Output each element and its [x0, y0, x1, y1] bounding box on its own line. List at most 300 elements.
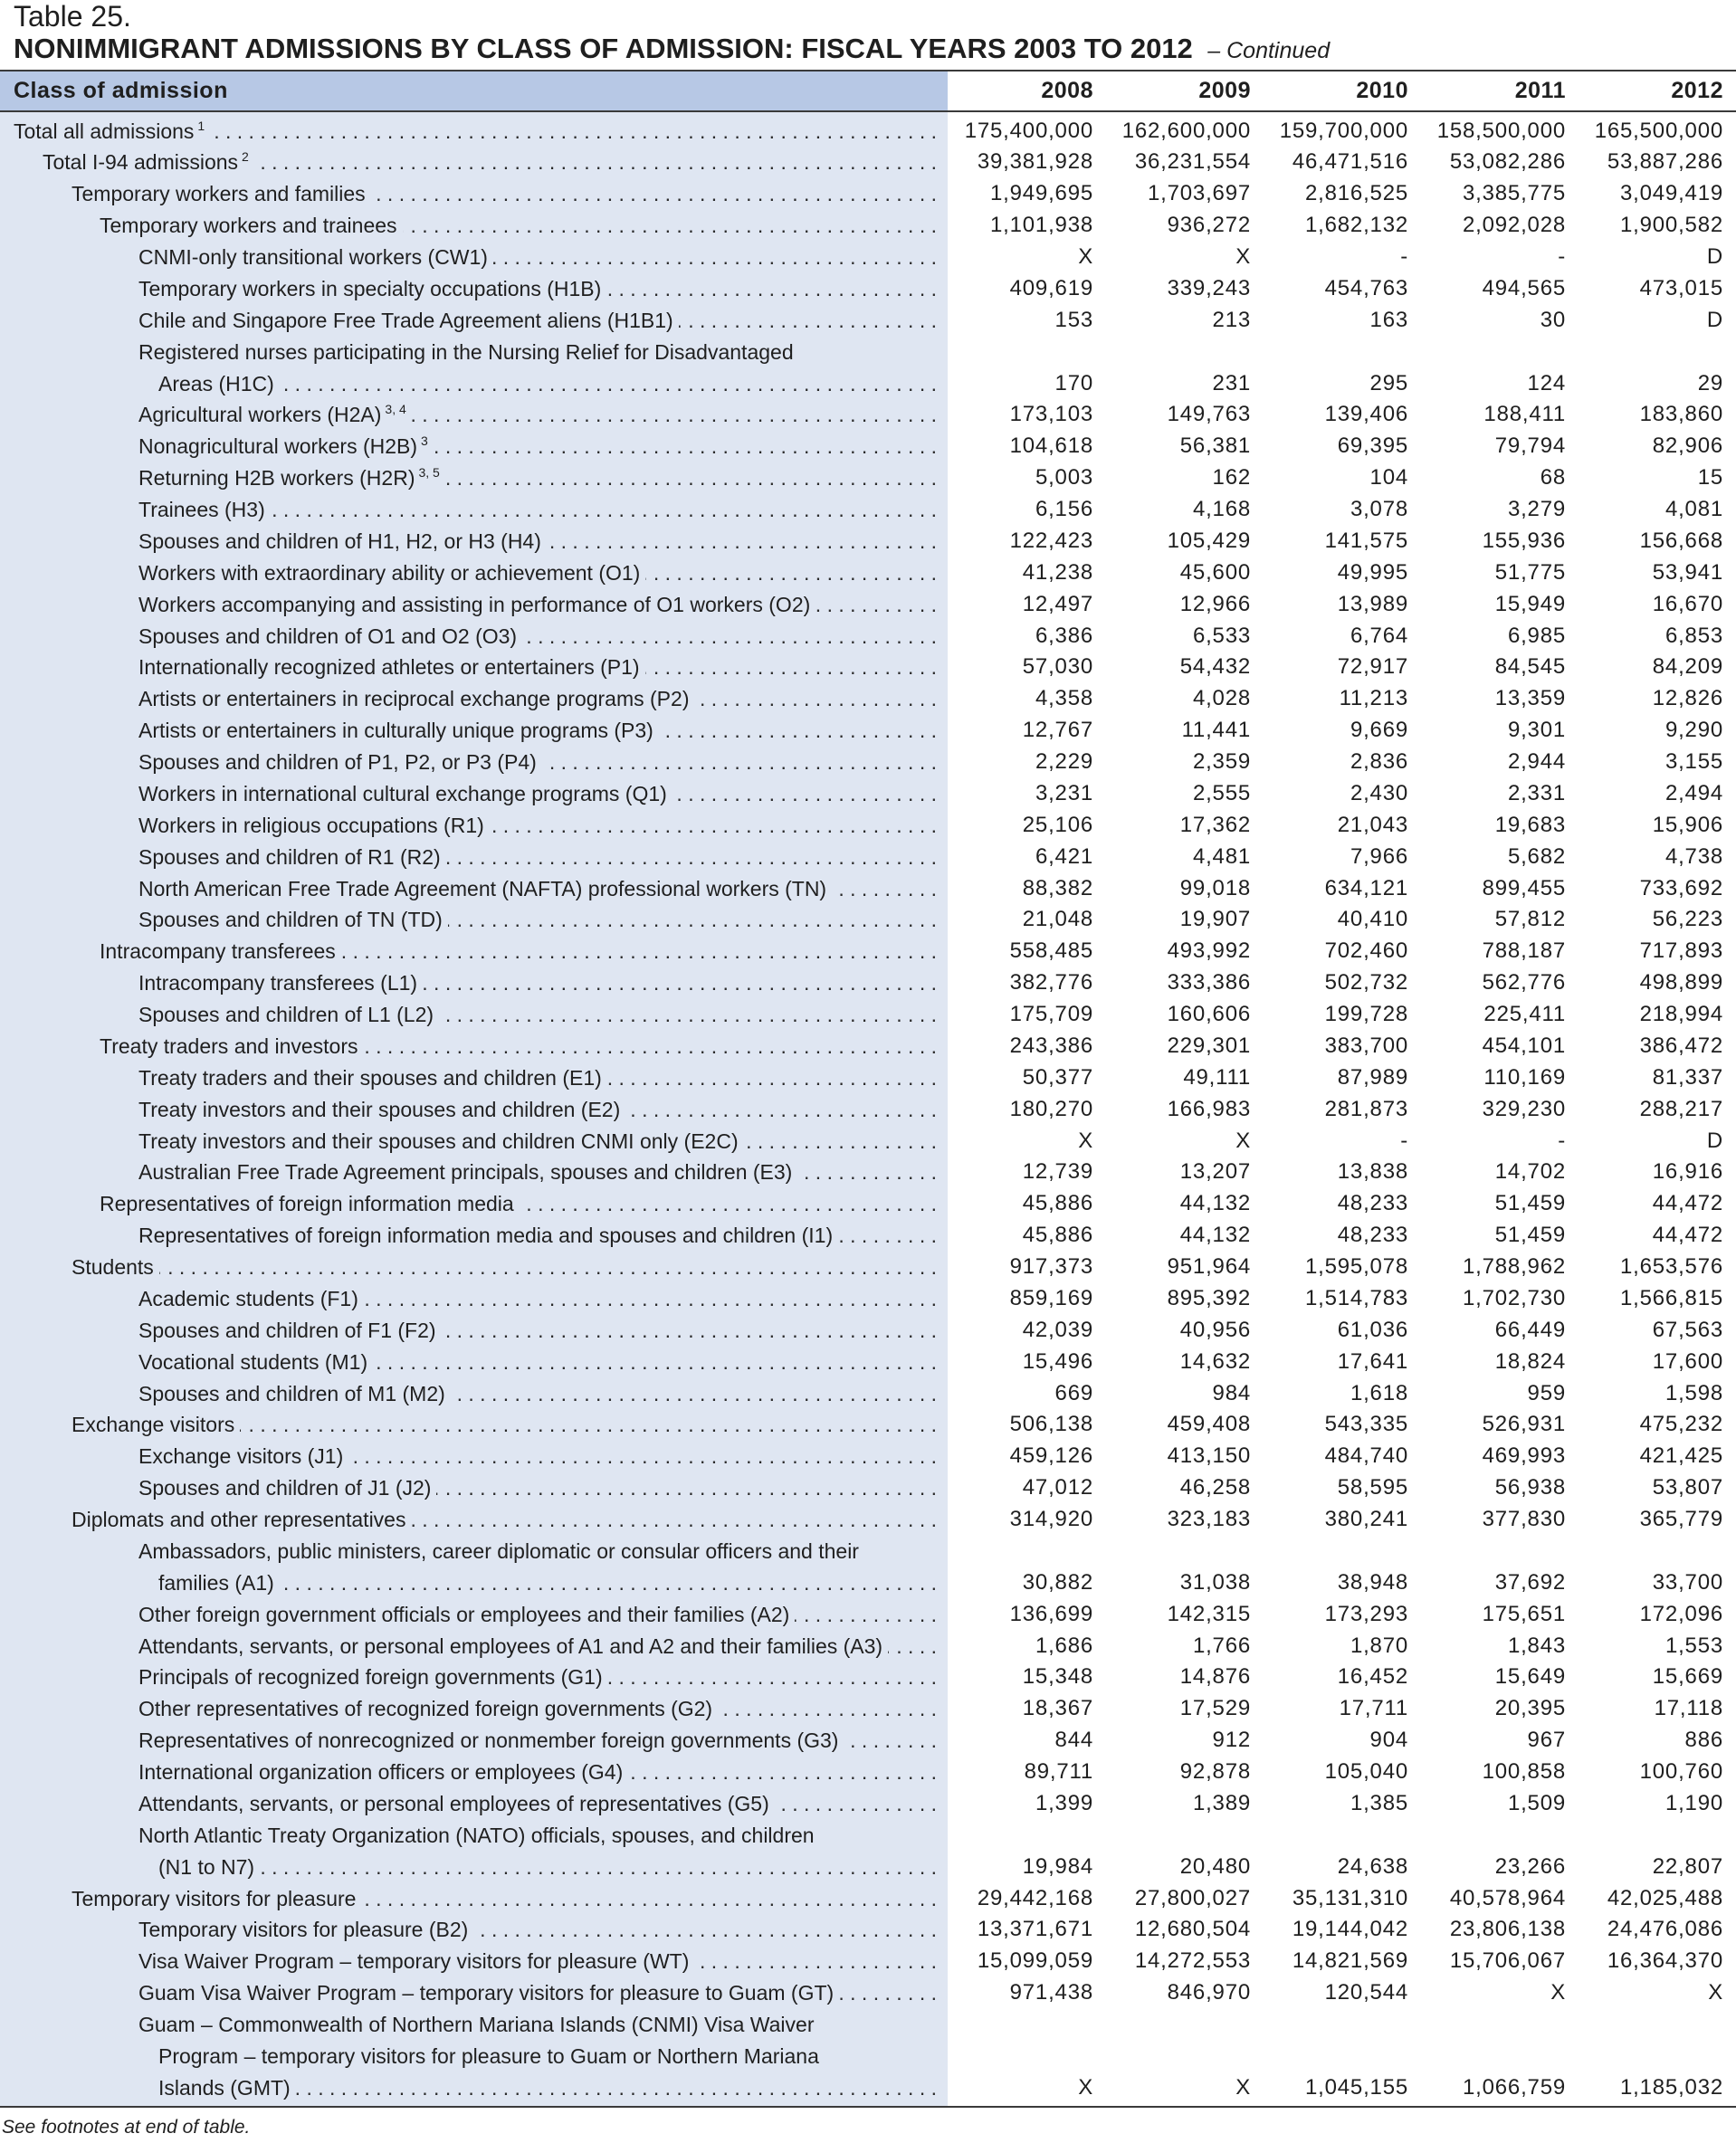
table-row: [0, 1441, 1736, 1472]
value-cell-2012: 15: [1697, 465, 1723, 491]
row-label: [138, 1220, 833, 1252]
value-cell-2009: 12,966: [1179, 591, 1251, 616]
dot-leader: [403, 210, 937, 242]
value-cell-2010: 16,452: [1337, 1664, 1408, 1690]
value-cell-2009: X: [1235, 244, 1251, 270]
value-cell-2008: 136,699: [1009, 1601, 1093, 1626]
row-label-cell: [0, 178, 948, 210]
value-cell-2009: 12,680,504: [1134, 1917, 1251, 1942]
row-label-cell: [0, 2009, 948, 2041]
dot-leader: [672, 778, 937, 810]
row-label-cell: [0, 305, 948, 337]
row-label-cell: [0, 683, 948, 715]
row-label-cell: [0, 1472, 948, 1504]
value-cell-2008: 15,496: [1022, 1348, 1093, 1374]
dot-leader: [520, 1188, 937, 1220]
value-cell-2012: 4,081: [1664, 497, 1723, 522]
value-cell-2008: 88,382: [1022, 875, 1093, 900]
table-row: [0, 1820, 1736, 1852]
value-cell-2012: 44,472: [1652, 1223, 1723, 1248]
value-cell-2012: 17,118: [1654, 1696, 1723, 1721]
table-row: [0, 810, 1736, 842]
dot-leader: [159, 1252, 937, 1283]
value-cell-2011: 2,331: [1507, 780, 1566, 805]
value-cell-2010: 72,917: [1337, 654, 1408, 680]
value-cell-2010: 159,700,000: [1279, 118, 1408, 143]
value-cell-2009: 14,876: [1179, 1664, 1251, 1690]
dot-leader: [348, 1441, 937, 1472]
value-cell-2011: 51,775: [1494, 559, 1566, 585]
continued-label: – Continued: [1207, 38, 1331, 63]
value-cell-2011: 20,395: [1494, 1696, 1566, 1721]
value-cell-2008: 42,039: [1022, 1317, 1093, 1342]
table-row: [0, 557, 1736, 589]
column-header-2008: 2008: [1041, 78, 1093, 103]
value-cell-2010: 2,836: [1350, 749, 1408, 775]
value-cell-2009: 142,315: [1167, 1601, 1251, 1626]
row-label-text: Treaty investors and their spouses and children CNMI only (E2C): [138, 1129, 739, 1153]
value-cell-2010: 2,430: [1350, 780, 1408, 805]
value-cell-2012: 12,826: [1652, 686, 1723, 711]
value-cell-2008: 104,618: [1009, 433, 1093, 459]
table-row: [0, 1631, 1736, 1662]
dot-leader: [280, 1567, 937, 1599]
column-header-class-of-admission: Class of admission: [0, 71, 948, 110]
value-cell-2010: 6,764: [1350, 623, 1408, 648]
row-label: [138, 904, 443, 936]
value-cell-2012: 42,025,488: [1607, 1885, 1723, 1910]
value-cell-2012: 1,900,582: [1620, 213, 1723, 238]
value-cell-2010: 19,144,042: [1292, 1917, 1408, 1942]
value-cell-2011: 3,385,775: [1463, 181, 1566, 206]
row-label-text: Temporary visitors for pleasure: [72, 1886, 357, 1910]
table-row: [0, 1157, 1736, 1188]
row-label-text: Spouses and children of TN (TD): [138, 908, 443, 932]
dot-leader: [775, 1788, 937, 1820]
row-label-cell: [0, 1126, 948, 1157]
group-row: [0, 178, 1736, 210]
value-cell-2009: 4,481: [1192, 843, 1251, 869]
value-cell-2009: 229,301: [1167, 1033, 1251, 1058]
row-label: [138, 431, 428, 462]
table-row: [0, 1315, 1736, 1347]
value-cell-2008: 21,048: [1022, 907, 1093, 932]
value-cell-2009: 984: [1212, 1380, 1251, 1405]
row-label: [138, 1599, 789, 1631]
value-cell-2008: 12,767: [1022, 718, 1093, 743]
row-label-cell: [0, 431, 948, 462]
row-label: [138, 747, 537, 778]
value-cell-2011: X: [1550, 1980, 1566, 2005]
row-label-cell: [0, 273, 948, 305]
value-cell-2010: 295: [1369, 370, 1408, 395]
dot-leader: [448, 904, 937, 936]
value-cell-2008: 409,619: [1009, 275, 1093, 300]
value-cell-2011: 15,706,067: [1449, 1948, 1566, 1974]
value-cell-2012: 16,364,370: [1607, 1948, 1723, 1974]
dot-leader: [254, 147, 937, 178]
row-label-cell: [0, 1157, 948, 1188]
value-cell-2011: -: [1558, 244, 1566, 270]
row-label-cell: [0, 1031, 948, 1062]
row-label-cell: [0, 999, 948, 1031]
value-cell-2010: 104: [1369, 465, 1408, 491]
value-cell-2011: 51,459: [1494, 1223, 1566, 1248]
value-cell-2008: 382,776: [1009, 970, 1093, 995]
dot-leader: [434, 431, 937, 462]
row-label-text: Temporary visitors for pleasure (B2): [138, 1918, 469, 1942]
value-cell-2009: 162: [1212, 465, 1251, 491]
value-cell-2011: 15,949: [1494, 591, 1566, 616]
row-label-cell: [0, 1977, 948, 2009]
table-body: [0, 116, 1736, 2104]
value-cell-2012: 15,669: [1652, 1664, 1723, 1690]
dot-leader: [364, 1031, 938, 1062]
row-label-text: Workers in international cultural exchange programs (Q1): [138, 781, 667, 805]
table-row: [0, 967, 1736, 999]
value-cell-2008: 18,367: [1022, 1696, 1093, 1721]
value-cell-2008: 971,438: [1009, 1980, 1093, 2005]
value-cell-2012: 156,668: [1639, 528, 1723, 553]
group-row: [0, 1504, 1736, 1536]
dot-leader: [542, 747, 937, 778]
dot-leader: [296, 2072, 937, 2104]
value-cell-2009: 149,763: [1167, 402, 1251, 427]
value-cell-2009: 162,600,000: [1121, 118, 1251, 143]
row-label-text: Academic students (F1): [138, 1286, 358, 1310]
value-cell-2010: 14,821,569: [1292, 1948, 1408, 1974]
row-label-cell: [0, 1347, 948, 1378]
row-label-text: Agricultural workers (H2A): [138, 403, 382, 427]
value-cell-2011: -: [1558, 1128, 1566, 1153]
row-label: [138, 1725, 838, 1757]
value-cell-2011: 1,509: [1507, 1790, 1566, 1815]
value-cell-2009: 105,429: [1167, 528, 1251, 553]
table-number: Table 25.: [14, 0, 131, 33]
row-label-text: Temporary workers in specialty occupations (H1B): [138, 276, 602, 300]
row-label-text: Ambassadors, public ministers, career diplomatic or consular officers and their: [138, 1538, 859, 1563]
dot-leader: [645, 652, 937, 683]
value-cell-2009: 20,480: [1179, 1853, 1251, 1879]
value-cell-2012: 165,500,000: [1594, 118, 1723, 143]
row-label-cell: [0, 1504, 948, 1536]
value-cell-2008: 506,138: [1009, 1412, 1093, 1437]
value-cell-2011: 37,692: [1494, 1569, 1566, 1595]
group-row: [0, 1409, 1736, 1441]
value-cell-2011: 3,279: [1507, 497, 1566, 522]
value-cell-2010: 454,763: [1324, 275, 1408, 300]
value-cell-2008: 13,371,671: [977, 1917, 1093, 1942]
row-label-cell: [0, 715, 948, 747]
value-cell-2008: 122,423: [1009, 528, 1093, 553]
value-cell-2011: 124: [1527, 370, 1566, 395]
value-cell-2010: 49,995: [1337, 559, 1408, 585]
table-title-line: [14, 33, 1330, 65]
value-cell-2012: 56,223: [1652, 907, 1723, 932]
row-label-text: North Atlantic Treaty Organization (NATO) officials, spouses, and children: [138, 1823, 815, 1847]
row-label: [138, 1062, 602, 1094]
value-cell-2012: 44,472: [1652, 1191, 1723, 1216]
value-cell-2009: 951,964: [1167, 1254, 1251, 1280]
row-label-text: Temporary workers and families: [72, 182, 366, 206]
row-label-cell: [0, 1283, 948, 1315]
dot-leader: [412, 399, 937, 431]
value-cell-2012: 53,941: [1652, 559, 1723, 585]
value-cell-2011: 14,702: [1494, 1159, 1566, 1185]
dot-leader: [694, 683, 937, 715]
row-label-cell: [0, 462, 948, 494]
row-label: [138, 1788, 769, 1820]
value-cell-2008: 1,101,938: [990, 213, 1093, 238]
dot-leader: [280, 368, 937, 400]
row-label: [138, 683, 689, 715]
value-cell-2011: 967: [1527, 1728, 1566, 1753]
table-row: [0, 368, 1736, 400]
dot-leader: [547, 526, 937, 557]
value-cell-2009: 213: [1212, 307, 1251, 332]
value-cell-2012: 67,563: [1652, 1317, 1723, 1342]
row-label-cell: [0, 1725, 948, 1757]
value-cell-2011: 469,993: [1482, 1443, 1566, 1469]
value-cell-2010: 173,293: [1324, 1601, 1408, 1626]
value-cell-2012: 498,899: [1639, 970, 1723, 995]
table-row: [0, 1977, 1736, 2009]
value-cell-2008: 173,103: [1009, 402, 1093, 427]
value-cell-2011: 377,830: [1482, 1507, 1566, 1532]
value-cell-2010: 141,575: [1324, 528, 1408, 553]
value-cell-2010: 484,740: [1324, 1443, 1408, 1469]
value-cell-2010: -: [1400, 244, 1408, 270]
value-cell-2009: 44,132: [1179, 1191, 1251, 1216]
group-row: [0, 147, 1736, 178]
row-label-text: North American Free Trade Agreement (NAFTA) professional workers (TN): [138, 876, 827, 900]
value-cell-2012: 53,887,286: [1607, 149, 1723, 175]
dot-leader: [473, 1914, 937, 1946]
table-row: [0, 1378, 1736, 1410]
row-label-text: Internationally recognized athletes or entertainers (P1): [138, 655, 640, 680]
row-label-text: Returning H2B workers (H2R): [138, 466, 415, 491]
value-cell-2009: 2,359: [1192, 749, 1251, 775]
value-cell-2009: 19,907: [1179, 907, 1251, 932]
row-label-cell: [0, 2041, 948, 2072]
value-cell-2012: 386,472: [1639, 1033, 1723, 1058]
value-cell-2011: 68: [1540, 465, 1566, 491]
value-cell-2011: 84,545: [1494, 654, 1566, 680]
row-label: [138, 557, 640, 589]
value-cell-2009: 45,600: [1179, 559, 1251, 585]
value-cell-2011: 959: [1527, 1380, 1566, 1405]
value-cell-2008: X: [1078, 1128, 1093, 1153]
row-label-cell: [0, 1441, 948, 1472]
row-label-cell: [0, 589, 948, 621]
table-row: [0, 1567, 1736, 1599]
row-label: [100, 1188, 514, 1220]
table-row: [0, 715, 1736, 747]
row-label-text: Visa Waiver Program – temporary visitors for pleasure (WT): [138, 1949, 690, 1974]
dot-leader: [445, 462, 937, 494]
value-cell-2011: 2,092,028: [1463, 213, 1566, 238]
value-cell-2012: 1,185,032: [1620, 2074, 1723, 2100]
value-cell-2011: 899,455: [1482, 875, 1566, 900]
value-cell-2008: X: [1078, 2074, 1093, 2100]
value-cell-2008: 558,485: [1009, 938, 1093, 964]
dot-leader: [240, 1409, 937, 1441]
row-label-text: Spouses and children of O1 and O2 (O3): [138, 624, 518, 648]
table-row: [0, 399, 1736, 431]
table-row: [0, 683, 1736, 715]
value-cell-2011: 175,651: [1482, 1601, 1566, 1626]
value-cell-2012: 9,290: [1664, 718, 1723, 743]
row-label-cell: [0, 1315, 948, 1347]
value-cell-2011: 329,230: [1482, 1096, 1566, 1121]
row-label: [158, 1567, 274, 1599]
dot-leader: [361, 1883, 937, 1915]
value-cell-2008: 25,106: [1022, 812, 1093, 837]
row-label: [138, 494, 265, 526]
value-cell-2009: 14,272,553: [1134, 1948, 1251, 1974]
value-cell-2009: 231: [1212, 370, 1251, 395]
row-label-cell: [0, 1662, 948, 1693]
value-cell-2010: 105,040: [1324, 1759, 1408, 1785]
value-cell-2012: 16,916: [1652, 1159, 1723, 1185]
row-label: [138, 1378, 445, 1410]
table-row: [0, 494, 1736, 526]
table-row: [0, 1914, 1736, 1946]
row-label: [138, 1693, 712, 1725]
value-cell-2010: 17,711: [1339, 1696, 1408, 1721]
value-cell-2009: 40,956: [1179, 1317, 1251, 1342]
dot-leader: [446, 842, 937, 873]
value-cell-2011: 110,169: [1483, 1064, 1566, 1090]
dot-leader: [210, 116, 937, 148]
row-label: [138, 1536, 859, 1567]
dot-leader: [694, 1946, 937, 1977]
row-label-text: Total I-94 admissions: [43, 150, 239, 175]
value-cell-2011: 51,459: [1494, 1191, 1566, 1216]
row-label-cell: [0, 1062, 948, 1094]
value-cell-2012: 421,425: [1639, 1443, 1723, 1469]
value-cell-2008: 175,400,000: [964, 118, 1093, 143]
row-label-cell: [0, 936, 948, 967]
dot-leader: [371, 178, 937, 210]
row-label-cell: [0, 1094, 948, 1126]
row-label-text: Spouses and children of L1 (L2): [138, 1003, 434, 1027]
row-label-cell: [0, 1599, 948, 1631]
row-label-cell: [0, 1757, 948, 1788]
value-cell-2008: 15,348: [1022, 1664, 1093, 1690]
value-cell-2012: 218,994: [1639, 1002, 1723, 1027]
dot-leader: [744, 1126, 937, 1157]
value-cell-2010: 904: [1369, 1728, 1408, 1753]
row-label-cell: [0, 242, 948, 273]
value-cell-2009: 895,392: [1167, 1285, 1251, 1310]
row-label: [138, 1283, 358, 1315]
column-header-2009: 2009: [1198, 78, 1251, 103]
value-cell-2012: 172,096: [1639, 1601, 1723, 1626]
dot-leader: [628, 1757, 937, 1788]
row-label-cell: [0, 210, 948, 242]
dot-leader: [493, 242, 937, 273]
value-cell-2012: 733,692: [1639, 875, 1723, 900]
value-cell-2009: 14,632: [1179, 1348, 1251, 1374]
row-label: [100, 1031, 358, 1062]
row-label: [138, 1757, 623, 1788]
value-cell-2012: D: [1706, 1128, 1723, 1153]
table-row: [0, 842, 1736, 873]
row-label-cell: [0, 873, 948, 905]
value-cell-2010: 1,595,078: [1305, 1254, 1408, 1280]
dot-leader: [271, 494, 937, 526]
row-label-cell: [0, 1536, 948, 1567]
row-label-text: Intracompany transferees: [100, 939, 336, 964]
value-cell-2010: 48,233: [1337, 1191, 1408, 1216]
row-label: [138, 842, 441, 873]
row-label-text: families (A1): [158, 1570, 274, 1595]
row-label: [138, 1631, 882, 1662]
table-row: [0, 1852, 1736, 1883]
row-label-text: Guam – Commonwealth of Northern Mariana Islands (CNMI) Visa Waiver: [138, 2013, 815, 2037]
value-cell-2009: 31,038: [1179, 1569, 1251, 1595]
dot-leader: [260, 1852, 937, 1883]
row-label: [138, 1441, 343, 1472]
value-cell-2012: 1,598: [1664, 1380, 1723, 1405]
value-cell-2008: 45,886: [1022, 1223, 1093, 1248]
value-cell-2010: 543,335: [1324, 1412, 1408, 1437]
dot-leader: [451, 1378, 937, 1410]
row-label-cell: [0, 1946, 948, 1977]
row-label-cell: [0, 494, 948, 526]
value-cell-2010: 61,036: [1337, 1317, 1408, 1342]
value-cell-2008: 12,497: [1022, 591, 1093, 616]
value-cell-2011: 100,858: [1482, 1759, 1566, 1785]
value-cell-2011: 9,301: [1507, 718, 1566, 743]
value-cell-2008: 2,229: [1035, 749, 1093, 775]
table-row: [0, 1347, 1736, 1378]
row-label-text: Temporary workers and trainees: [100, 214, 397, 238]
row-label: [138, 810, 484, 842]
value-cell-2012: 84,209: [1652, 654, 1723, 680]
value-cell-2008: 19,984: [1022, 1853, 1093, 1879]
group-row: [0, 1188, 1736, 1220]
value-cell-2008: 1,686: [1035, 1633, 1093, 1658]
value-cell-2011: 1,066,759: [1463, 2074, 1566, 2100]
value-cell-2010: 9,669: [1350, 718, 1408, 743]
dot-leader: [888, 1631, 937, 1662]
value-cell-2011: 526,931: [1482, 1412, 1566, 1437]
row-label: [158, 1852, 254, 1883]
value-cell-2009: 459,408: [1167, 1412, 1251, 1437]
row-label-text: Diplomats and other representatives: [72, 1508, 406, 1532]
value-cell-2011: 494,565: [1482, 275, 1566, 300]
row-label: [138, 337, 794, 368]
table-row: [0, 1094, 1736, 1126]
table-row: [0, 652, 1736, 683]
value-cell-2010: 163: [1369, 307, 1408, 332]
row-label-cell: [0, 810, 948, 842]
row-label-text: Registered nurses participating in the Nursing Relief for Disadvantaged: [138, 339, 794, 364]
value-cell-2012: 2,494: [1664, 780, 1723, 805]
value-cell-2009: 4,028: [1192, 686, 1251, 711]
row-label-cell: [0, 1883, 948, 1915]
value-cell-2011: 1,702,730: [1463, 1285, 1566, 1310]
value-cell-2008: 41,238: [1022, 559, 1093, 585]
row-label-text: Attendants, servants, or personal employees of A1 and A2 and their families (A3): [138, 1633, 883, 1658]
value-cell-2009: 323,183: [1167, 1507, 1251, 1532]
value-cell-2009: 17,362: [1179, 812, 1251, 837]
value-cell-2009: 1,389: [1192, 1790, 1251, 1815]
dot-leader: [442, 1315, 937, 1347]
row-label: [138, 1347, 367, 1378]
